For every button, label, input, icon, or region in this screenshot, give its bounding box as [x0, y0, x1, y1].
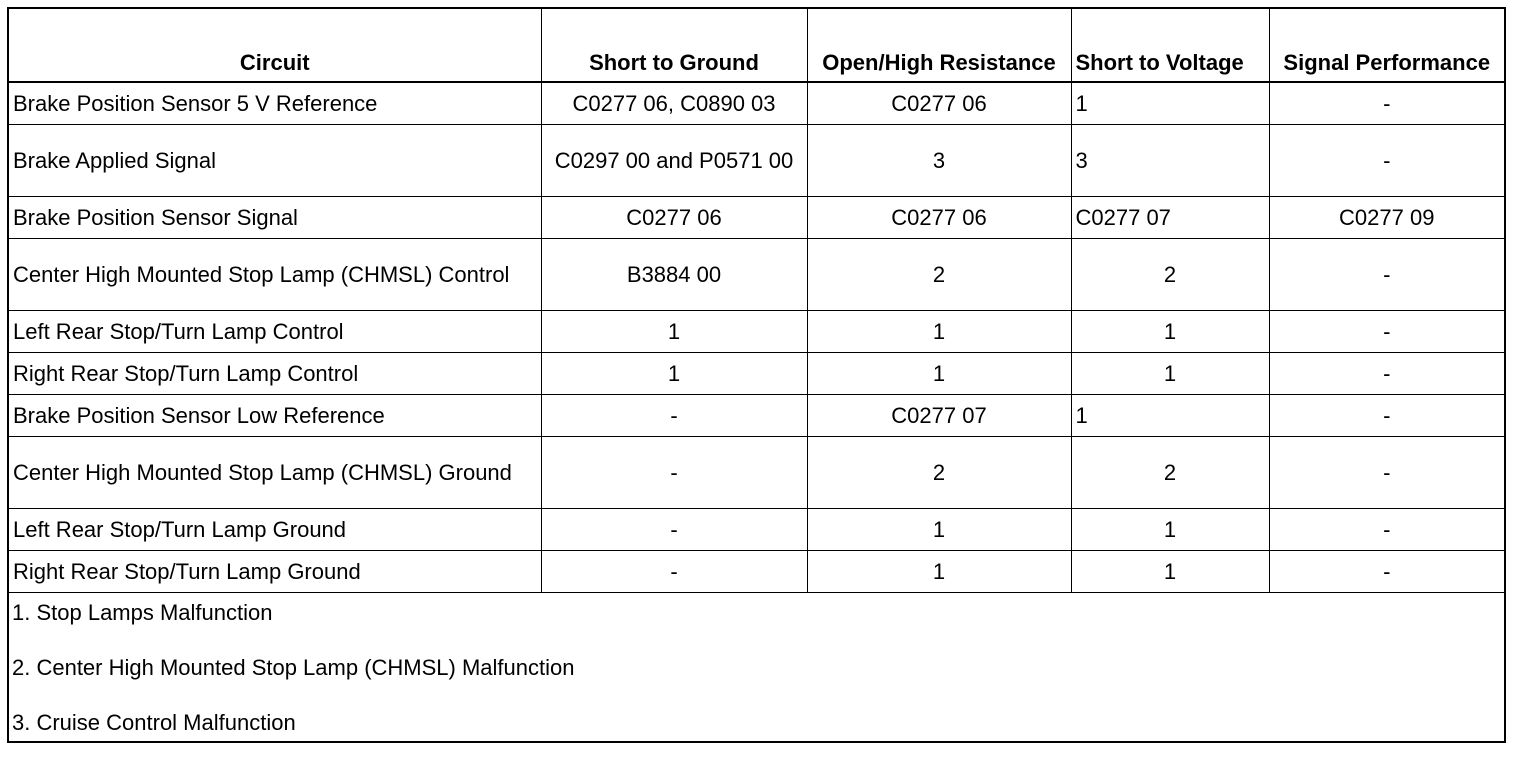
signal-performance-cell: - — [1269, 239, 1504, 311]
short-to-voltage-cell: 2 — [1071, 239, 1269, 311]
open-high-resistance-cell: 2 — [807, 239, 1071, 311]
table-row — [9, 311, 1504, 353]
circuit-cell: Left Rear Stop/Turn Lamp Ground — [9, 509, 541, 551]
short-to-ground-cell: C0277 06, C0890 03 — [541, 82, 807, 125]
short-to-ground-cell: - — [541, 437, 807, 509]
signal-performance-cell: - — [1269, 509, 1504, 551]
table-header-row — [9, 9, 1504, 82]
open-high-resistance-cell: 1 — [807, 311, 1071, 353]
short-to-ground-cell: - — [541, 551, 807, 593]
short-to-ground-cell: C0277 06 — [541, 197, 807, 239]
footnote-1: 1. Stop Lamps Malfunction — [12, 600, 273, 625]
table-row — [9, 509, 1504, 551]
short-to-ground-cell: - — [541, 509, 807, 551]
signal-performance-cell: - — [1269, 125, 1504, 197]
open-high-resistance-cell: 1 — [807, 551, 1071, 593]
table-row — [9, 239, 1504, 311]
signal-performance-cell: - — [1269, 437, 1504, 509]
short-to-voltage-cell: C0277 07 — [1071, 197, 1269, 239]
short-to-ground-cell: B3884 00 — [541, 239, 807, 311]
short-to-voltage-cell: 3 — [1071, 125, 1269, 197]
open-high-resistance-cell: 3 — [807, 125, 1071, 197]
signal-performance-cell: - — [1269, 82, 1504, 125]
short-to-voltage-cell: 1 — [1071, 353, 1269, 395]
open-high-resistance-cell: 1 — [807, 509, 1071, 551]
circuit-cell: Brake Position Sensor 5 V Reference — [9, 82, 541, 125]
table-row — [9, 82, 1504, 125]
signal-performance-cell: - — [1269, 311, 1504, 353]
header-short-to-ground: Short to Ground — [541, 9, 807, 82]
short-to-ground-cell: - — [541, 395, 807, 437]
circuit-cell: Center High Mounted Stop Lamp (CHMSL) Control — [9, 239, 541, 311]
signal-performance-cell: C0277 09 — [1269, 197, 1504, 239]
table-row — [9, 197, 1504, 239]
footnote-2: 2. Center High Mounted Stop Lamp (CHMSL) Malfunction — [12, 655, 575, 680]
open-high-resistance-cell: 1 — [807, 353, 1071, 395]
header-signal-performance: Signal Performance — [1269, 9, 1504, 82]
signal-performance-cell: - — [1269, 395, 1504, 437]
circuit-cell: Brake Position Sensor Low Reference — [9, 395, 541, 437]
short-to-voltage-cell: 1 — [1071, 551, 1269, 593]
circuit-cell: Right Rear Stop/Turn Lamp Control — [9, 353, 541, 395]
header-short-to-voltage: Short to Voltage — [1071, 9, 1269, 82]
short-to-voltage-cell: 1 — [1071, 82, 1269, 125]
open-high-resistance-cell: 2 — [807, 437, 1071, 509]
table-footnotes — [9, 593, 1504, 760]
table-row — [9, 125, 1504, 197]
short-to-ground-cell: 1 — [541, 353, 807, 395]
open-high-resistance-cell: C0277 07 — [807, 395, 1071, 437]
table-row — [9, 437, 1504, 509]
header-open-high-resistance: Open/High Resistance — [807, 9, 1071, 82]
short-to-voltage-cell: 1 — [1071, 311, 1269, 353]
short-to-ground-cell: 1 — [541, 311, 807, 353]
circuit-cell: Center High Mounted Stop Lamp (CHMSL) Ground — [9, 437, 541, 509]
open-high-resistance-cell: C0277 06 — [807, 197, 1071, 239]
dtc-table-frame — [7, 7, 1506, 743]
short-to-voltage-cell: 2 — [1071, 437, 1269, 509]
table-row — [9, 551, 1504, 593]
circuit-cell: Brake Position Sensor Signal — [9, 197, 541, 239]
signal-performance-cell: - — [1269, 551, 1504, 593]
header-circuit: Circuit — [9, 9, 541, 82]
circuit-dtc-table — [9, 9, 1504, 593]
circuit-cell: Brake Applied Signal — [9, 125, 541, 197]
signal-performance-cell: - — [1269, 353, 1504, 395]
short-to-ground-cell: C0297 00 and P0571 00 — [541, 125, 807, 197]
short-to-voltage-cell: 1 — [1071, 395, 1269, 437]
footnote-3: 3. Cruise Control Malfunction — [12, 710, 296, 735]
table-row — [9, 395, 1504, 437]
short-to-voltage-cell: 1 — [1071, 509, 1269, 551]
table-row — [9, 353, 1504, 395]
circuit-cell: Right Rear Stop/Turn Lamp Ground — [9, 551, 541, 593]
open-high-resistance-cell: C0277 06 — [807, 82, 1071, 125]
circuit-cell: Left Rear Stop/Turn Lamp Control — [9, 311, 541, 353]
